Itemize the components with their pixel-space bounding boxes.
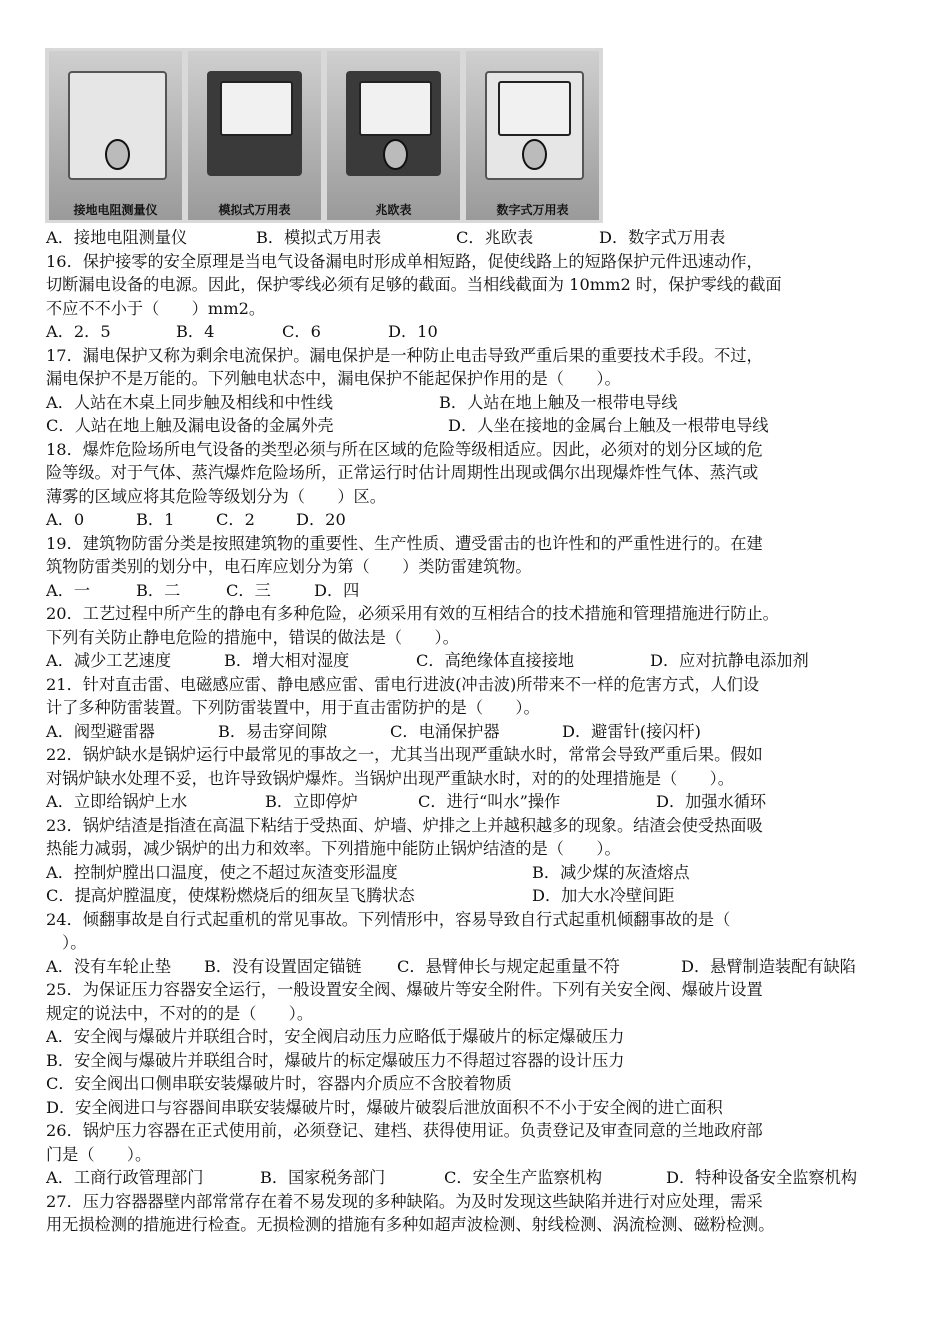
photo-analog-multimeter <box>188 51 321 220</box>
option-c: C．6 <box>282 322 321 341</box>
q17-text: 17．漏电保护又称为剩余电流保护。漏电保护是一种防止电击导致严重后果的重要技术手段。不过， <box>46 345 763 365</box>
option-c: C．2 <box>216 510 255 529</box>
option-a: A．接地电阻测量仪 <box>46 228 188 247</box>
q25-text: 25．为保证压力容器安全运行，一般设置安全阀、爆破片等安全附件。下列有关安全阀、爆破片设置 <box>46 980 763 999</box>
option-a: A．阀型避雷器 <box>46 721 155 741</box>
device-dial <box>498 81 571 136</box>
option-a: A．0 <box>46 510 85 529</box>
option-d: D．加大水冷壁间距 <box>532 886 675 905</box>
q21-options <box>46 720 926 744</box>
option-d: D．人坐在接地的金属台上触及一根带电导线 <box>448 416 769 435</box>
option-d: D．避雷针(接闪杆) <box>562 721 701 741</box>
device-dial <box>220 81 293 136</box>
option-a: A．工商行政管理部门 <box>46 1168 204 1187</box>
photo-digital-multimeter <box>466 51 599 220</box>
q22-options <box>46 790 926 814</box>
option-d: D．悬臂制造装配有缺陷 <box>681 956 856 976</box>
option-b: B．4 <box>176 322 215 341</box>
option-c: C．进行“叫水”操作 <box>418 792 561 811</box>
option-b: B．二 <box>136 580 181 600</box>
q17-text: 漏电保护不是万能的。下列触电状态中，漏电保护不能起保护作用的是（ ）。 <box>46 369 621 388</box>
q19-text: 筑物防雷类别的划分中，电石库应划分为第（ ）类防雷建筑物。 <box>46 557 532 576</box>
q16-text: 16．保护接零的安全原理是当电气设备漏电时形成单相短路，促使线路上的短路保护元件迅速动作， <box>46 251 763 271</box>
option-b: B．减少煤的灰渣熔点 <box>532 862 690 882</box>
option-c: C．悬臂伸长与规定起重量不符 <box>397 956 620 976</box>
option-d: D．加强水循环 <box>656 792 767 811</box>
option-d: D．四 <box>314 580 360 600</box>
device-dial <box>359 81 432 136</box>
q21-text: 计了多种防雷装置。下列防雷装置中，用于直击雷防护的是（ ）。 <box>46 698 540 717</box>
device-knob <box>105 139 130 170</box>
q18-text: 薄雾的区域应将其危险等级划分为（ ）区。 <box>46 486 386 506</box>
option-c: C．提高炉膛温度，使煤粉燃烧后的细灰呈飞腾状态 <box>46 886 415 905</box>
q23-options <box>46 884 926 908</box>
q24-text: 24．倾翻事故是自行式起重机的常见事故。下列情形中，容易导致自行式起重机倾翻事故的是（ <box>46 909 731 929</box>
q19-text: 19．建筑物防雷分类是按照建筑物的重要性、生产性质、遭受雷击的也许性和的严重性进行的。在建 <box>46 533 763 553</box>
q16-options <box>46 320 926 344</box>
q23-options <box>46 861 926 885</box>
q15-options <box>46 226 926 250</box>
q16-text: 不应不不小于（ ）mm2。 <box>46 298 266 318</box>
option-c: C．高绝缘体直接接地 <box>416 651 575 670</box>
option-c: C．安全生产监察机构 <box>444 1168 603 1187</box>
q22-text: 对锅炉缺水处理不妥，也许导致锅炉爆炸。当锅炉出现严重缺水时，对的的处理措施是（ ）。 <box>46 768 734 788</box>
option-d: D．特种设备安全监察机构 <box>666 1168 858 1187</box>
q26-text: 26．锅炉压力容器在正式使用前，必须登记、建档、获得使用证。负责登记及审查同意的兰地政府部 <box>46 1121 763 1140</box>
option-c: C．三 <box>226 580 271 600</box>
option-d: D．数字式万用表 <box>599 228 726 247</box>
q18-text: 18．爆炸危险场所电气设备的类型必须与所在区域的危险等级相适应。因此，必须对的划分区域的危 <box>46 439 763 459</box>
option-d: D．10 <box>388 322 438 341</box>
option-a: A．没有车轮止垫 <box>46 956 172 976</box>
option-b: B．立即停炉 <box>265 792 358 811</box>
device-knob <box>383 139 408 170</box>
option-c: C．安全阀出口侧串联安装爆破片时，容器内介质应不含胶着物质 <box>46 1074 512 1093</box>
q22-text: 22．锅炉缺水是锅炉运行中最常见的事故之一，尤其当出现严重缺水时，常常会导致严重后果。假如 <box>46 745 763 764</box>
option-b: B．国家税务部门 <box>260 1168 386 1187</box>
option-d: D．应对抗静电添加剂 <box>650 651 809 670</box>
q16-text: 切断漏电设备的电源。因此，保护零线必须有足够的截面。当相线截面为 10mm2 时，保护零线的截面 <box>46 275 782 294</box>
q26-text: 门是（ ）。 <box>46 1144 152 1164</box>
q27-text: 27．压力容器器壁内部常常存在着不易发现的多种缺陷。为及时发现这些缺陷并进行对应处理，需采 <box>46 1191 763 1211</box>
option-a: A．立即给锅炉上水 <box>46 792 188 811</box>
option-c: C．电涌保护器 <box>390 721 500 741</box>
option-b: B．模拟式万用表 <box>256 228 382 247</box>
option-d: D．20 <box>296 510 346 529</box>
q23-text: 23．锅炉结渣是指渣在高温下粘结于受热面、炉墙、炉排之上并越积越多的现象。结渣会使受热面吸 <box>46 815 763 835</box>
q18-text: 险等级。对于气体、蒸汽爆炸危险场所，正常运行时估计周期性出现或偶尔出现爆炸性气体、蒸汽或 <box>46 463 759 482</box>
q23-text: 热能力减弱，减少锅炉的出力和效率。下列措施中能防止锅炉结渣的是（ ）。 <box>46 839 621 858</box>
photo-caption: 模拟式万用表 <box>218 203 291 217</box>
option-c: C．兆欧表 <box>456 228 534 247</box>
q21-text: 21．针对直击雷、电磁感应雷、静电感应雷、雷电行进波(冲击波)所带来不一样的危害方式，人们设 <box>46 674 760 694</box>
photo-caption: 兆欧表 <box>375 203 412 217</box>
question-list <box>46 226 926 1237</box>
photo-caption: 数字式万用表 <box>496 203 569 217</box>
option-c: C．人站在地上触及漏电设备的金属外壳 <box>46 416 334 435</box>
option-a: A．减少工艺速度 <box>46 651 172 670</box>
instrument-photos <box>45 48 603 223</box>
q26-options <box>46 1166 926 1190</box>
q24-text: ）。 <box>46 933 87 952</box>
q27-text: 用无损检测的措施进行检查。无损检测的措施有多种如超声波检测、射线检测、涡流检测、磁粉检测。 <box>46 1215 775 1234</box>
option-d: D．安全阀进口与容器间串联安装爆破片时，爆破片破裂后泄放面积不不小于安全阀的进亡面积 <box>46 1097 723 1117</box>
q20-options <box>46 649 926 673</box>
photo-ground-resistance-tester <box>49 51 182 220</box>
option-a: A．2．5 <box>46 322 111 341</box>
option-b: B．安全阀与爆破片并联组合时，爆破片的标定爆破压力不得超过容器的设计压力 <box>46 1050 625 1070</box>
photo-megohmmeter <box>327 51 460 220</box>
q19-options <box>46 579 926 603</box>
q24-options <box>46 955 926 979</box>
photo-caption: 接地电阻测量仪 <box>73 203 158 217</box>
option-b: B．易击穿间隙 <box>218 721 328 741</box>
q17-options <box>46 414 926 438</box>
option-b: B．增大相对湿度 <box>224 651 350 670</box>
option-b: B．没有设置固定锚链 <box>204 956 362 976</box>
q25-text: 规定的说法中，不对的的是（ ）。 <box>46 1003 314 1023</box>
device-knob <box>522 139 547 170</box>
q18-options <box>46 508 926 532</box>
option-b: B．1 <box>136 510 175 529</box>
q20-text: 20．工艺过程中所产生的静电有多种危险，必须采用有效的互相结合的技术措施和管理措施进行防止。 <box>46 604 779 623</box>
option-a: A．一 <box>46 580 91 600</box>
option-b: B．人站在地上触及一根带电导线 <box>439 392 678 412</box>
option-a: A．人站在木桌上同步触及相线和中性线 <box>46 392 333 412</box>
option-a: A．控制炉膛出口温度，使之不超过灰渣变形温度 <box>46 862 398 882</box>
q17-options <box>46 391 926 415</box>
option-a: A．安全阀与爆破片并联组合时，安全阀启动压力应略低于爆破片的标定爆破压力 <box>46 1027 625 1046</box>
q20-text: 下列有关防止静电危险的措施中，错误的做法是（ ）。 <box>46 627 459 647</box>
